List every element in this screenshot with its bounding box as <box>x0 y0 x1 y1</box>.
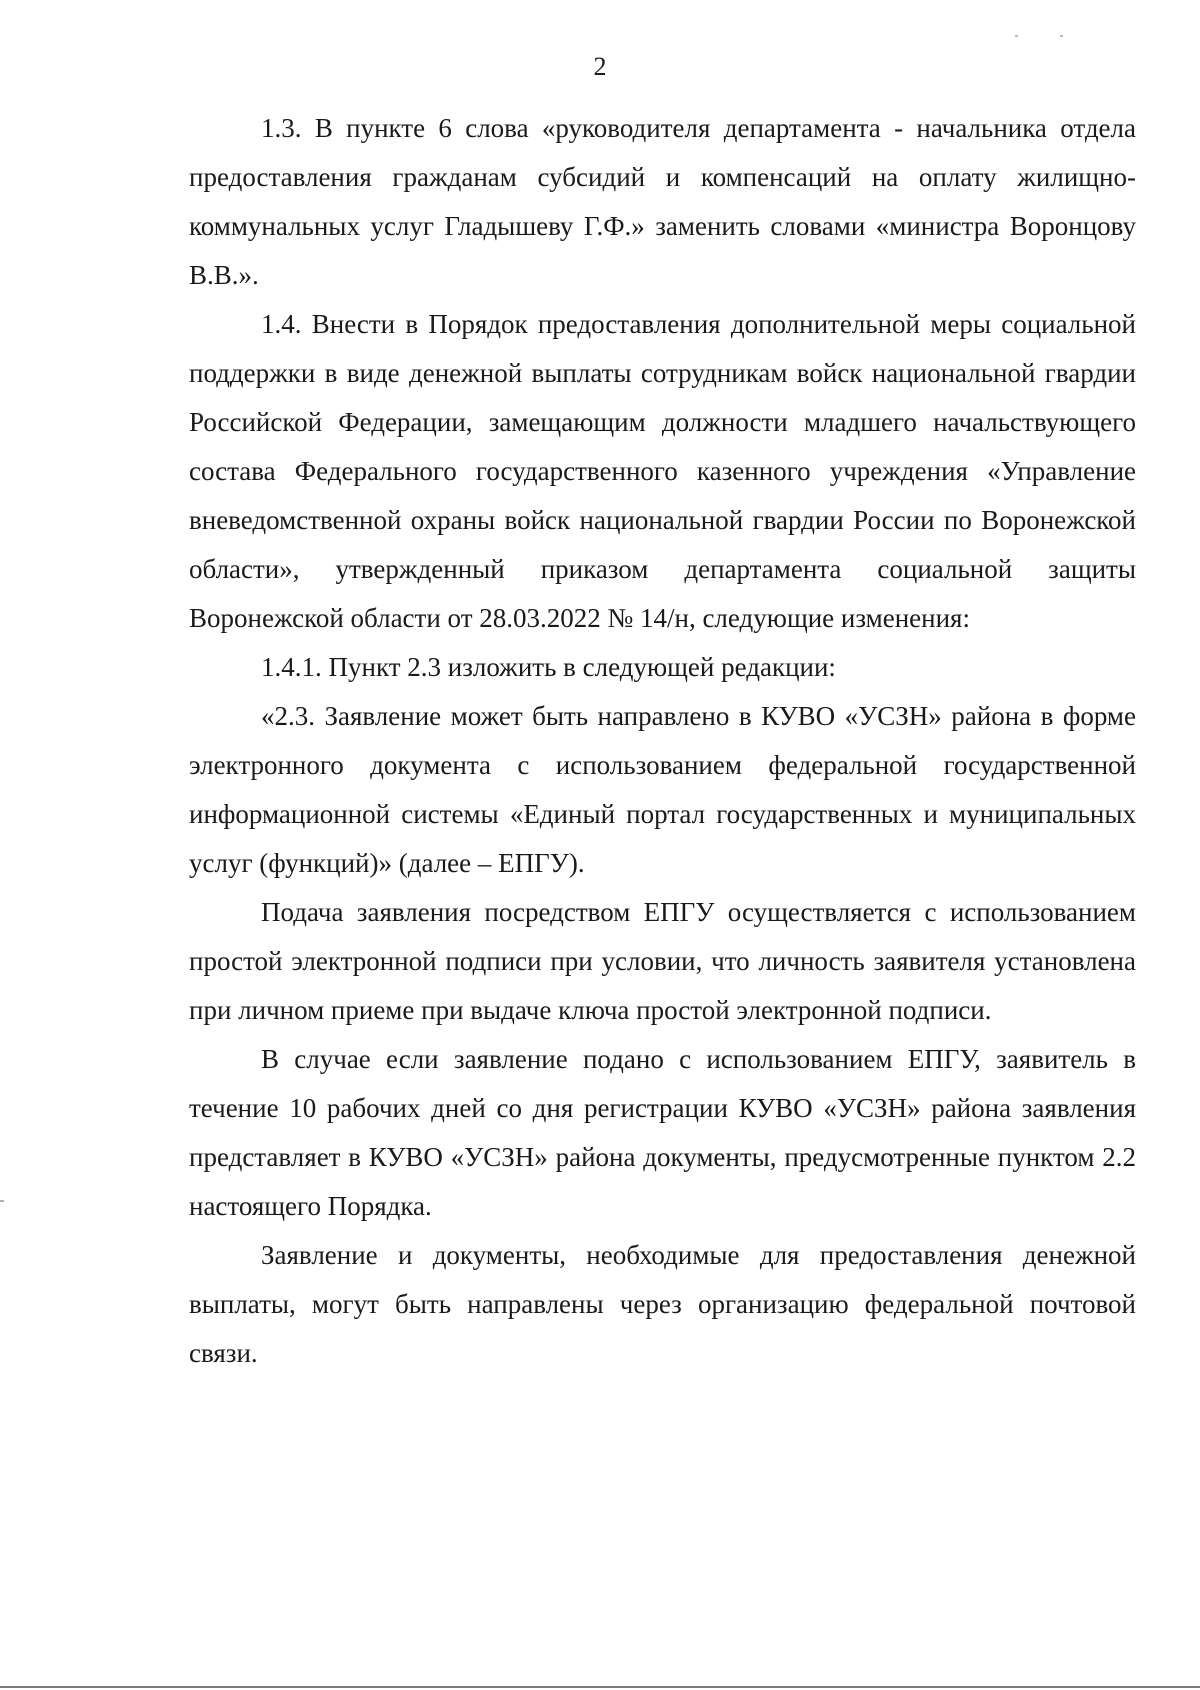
paragraph-documents-deadline: В случае если заявление подано с использованием ЕПГУ, заявитель в течение 10 рабочих дней со дня регистрации КУВО «УСЗН» района заявления представляет в КУВО «УСЗН» района документы, предусмотренные пунктом 2.2 настоящего Порядка. <box>189 1044 1136 1221</box>
scan-artifact <box>1015 35 1018 37</box>
scan-artifact <box>0 1200 4 1202</box>
paragraph-postal-submission: Заявление и документы, необходимые для предоставления денежной выплаты, могут быть направлены через организацию федеральной почтовой связи. <box>189 1240 1136 1368</box>
paragraph-submission-epgu: Подача заявления посредством ЕПГУ осуществляется с использованием простой электронной подписи при условии, что личность заявителя установлена при личном приеме при выдаче ключа простой электронной подписи. <box>189 897 1136 1025</box>
paragraph-1-3: 1.3. В пункте 6 слова «руководителя департамента - начальника отдела предоставления гражданам субсидий и компенсаций на оплату жилищно-коммунальных услуг Гладышеву Г.Ф.» заменить словами «министра Воронцову В.В.». <box>189 113 1136 290</box>
scan-edge-line <box>0 1686 1200 1688</box>
page-number: 2 <box>593 52 607 81</box>
paragraph-2-3: «2.3. Заявление может быть направлено в КУВО «УСЗН» района в форме электронного документа с использованием федеральной государственной информационной системы «Единый портал государственных и муниципальных услуг (функций)» (далее – ЕПГУ). <box>189 701 1136 878</box>
scan-artifact <box>1060 35 1063 37</box>
paragraph-1-4: 1.4. Внести в Порядок предоставления дополнительной меры социальной поддержки в виде денежной выплаты сотрудникам войск национальной гвардии Российской Федерации, замещающим должности младшего начальствующего состава Федерального государственного казенного учреждения «Управление вневедомственной охраны войск национальной гвардии России по Воронежской области», утвержденный приказом департамента социальной защиты Воронежской области от 28.03.2022 № 14/н, следующие изменения: <box>189 309 1136 633</box>
document-body <box>189 104 1136 1378</box>
paragraph-1-4-1: 1.4.1. Пункт 2.3 изложить в следующей редакции: <box>261 652 836 682</box>
